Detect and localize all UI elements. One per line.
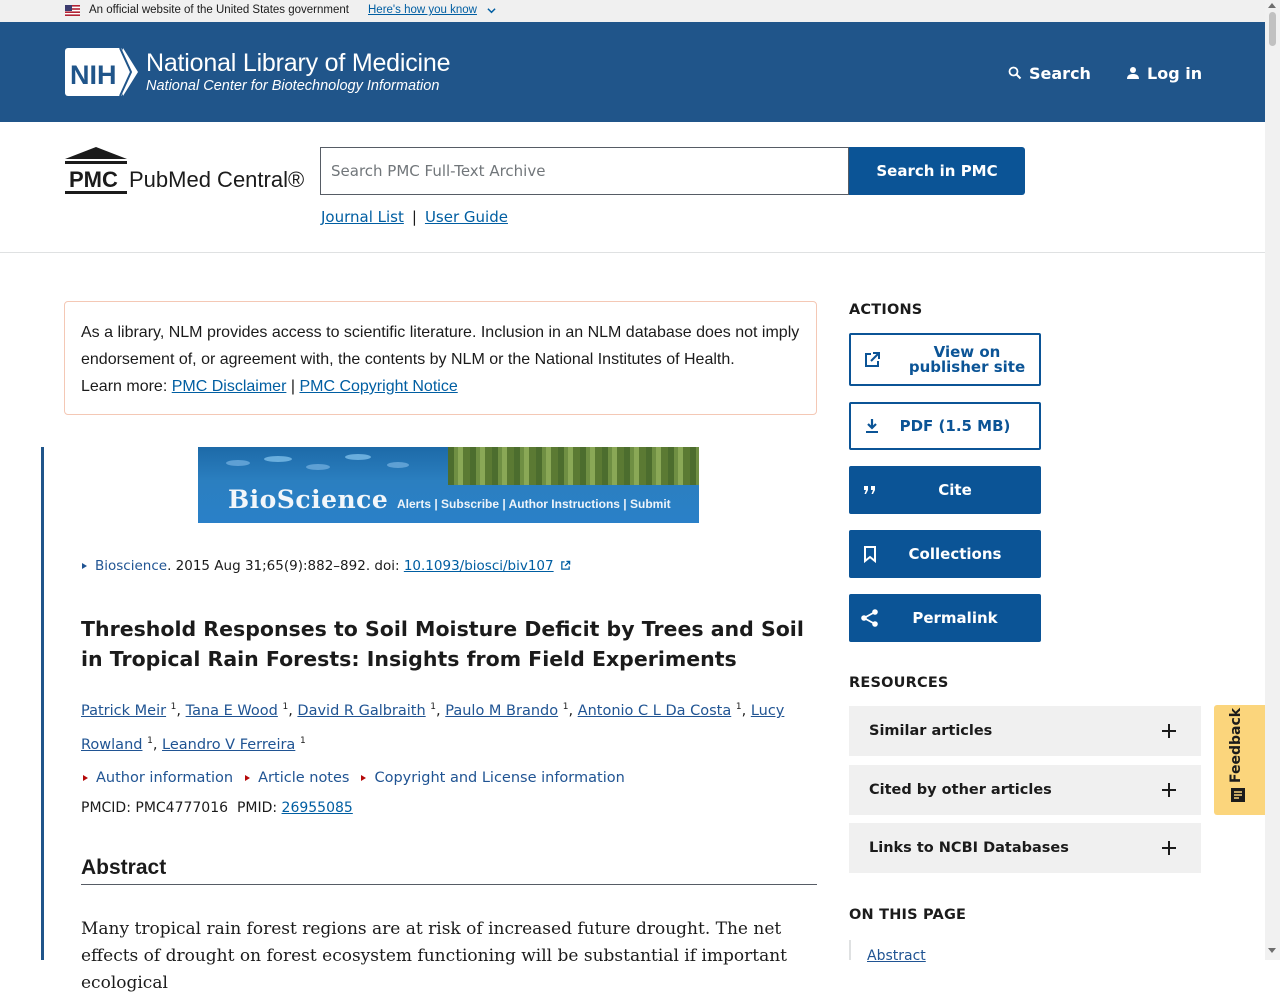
gov-banner xyxy=(0,0,1265,22)
search-in-pmc-button[interactable]: Search in PMC xyxy=(849,147,1025,195)
cited-by-accordion[interactable] xyxy=(849,765,1201,815)
nlm-title[interactable]: National Library of Medicine xyxy=(146,49,451,77)
abstract-heading: Abstract xyxy=(81,856,817,885)
bookmark-icon xyxy=(861,545,879,563)
article-left-border xyxy=(41,447,44,960)
author-affiliation[interactable]: 1 xyxy=(430,702,437,712)
page-scrollbar[interactable] xyxy=(1265,0,1280,960)
feedback-icon xyxy=(1230,787,1246,803)
pmc-logo-wordmark: PubMed Central® xyxy=(129,167,305,192)
pmc-sub-links xyxy=(321,208,508,226)
learn-more-label: Learn more: xyxy=(81,378,168,395)
pmid-label: PMID: xyxy=(236,800,278,816)
nih-logo-text: NIH xyxy=(70,60,117,90)
cited-by-label: Cited by other articles xyxy=(869,782,1052,798)
author-link[interactable]: Patrick Meir xyxy=(81,702,167,719)
ncbi-links-accordion[interactable] xyxy=(849,823,1201,873)
feedback-tab[interactable] xyxy=(1214,705,1265,815)
permalink-label: Permalink xyxy=(912,608,998,627)
resources-heading: RESOURCES xyxy=(849,675,949,691)
similar-articles-label: Similar articles xyxy=(869,723,993,739)
scroll-down-arrow-icon[interactable] xyxy=(1268,948,1276,953)
author-information-toggle[interactable]: Author information xyxy=(83,770,233,786)
author-link[interactable]: Lucy Rowland xyxy=(81,702,785,753)
cite-label: Cite xyxy=(938,480,972,499)
nlm-disclaimer xyxy=(64,301,817,415)
triangle-icon xyxy=(83,775,88,781)
collections-button[interactable] xyxy=(849,530,1041,578)
banner-fish-icon xyxy=(198,447,448,487)
plus-icon xyxy=(1161,723,1177,739)
similar-articles-accordion[interactable] xyxy=(849,706,1201,756)
actions-heading: ACTIONS xyxy=(849,302,923,318)
header-search-label: Search xyxy=(1029,63,1091,83)
author-affiliation[interactable]: 1 xyxy=(147,735,153,746)
triangle-icon xyxy=(361,775,366,781)
doi-link[interactable]: 10.1093/biosci/biv107 xyxy=(403,558,554,574)
permalink-button[interactable] xyxy=(849,594,1041,642)
gov-banner-text: An official website of the United States government xyxy=(89,4,349,16)
header-login-button[interactable] xyxy=(1126,62,1202,84)
view-on-publisher-label: View on publisher site xyxy=(908,342,1026,376)
author-affiliation[interactable]: 1 xyxy=(282,702,289,712)
scrollbar-thumb[interactable] xyxy=(1269,12,1276,46)
search-icon xyxy=(1008,66,1022,80)
pmc-logo[interactable] xyxy=(65,147,310,197)
banner-forest-image xyxy=(448,447,699,485)
collections-label: Collections xyxy=(908,544,1002,563)
on-this-page-abstract-link[interactable]: Abstract xyxy=(849,940,1049,960)
author-affiliation[interactable]: 1 xyxy=(735,702,742,712)
user-icon xyxy=(1126,66,1140,80)
journal-banner[interactable] xyxy=(198,447,699,523)
journal-list-link[interactable]: Journal List xyxy=(321,208,404,226)
pmc-copyright-link[interactable]: PMC Copyright Notice xyxy=(299,378,458,395)
pmc-search-input[interactable] xyxy=(320,147,849,195)
author-affiliation[interactable]: 1 xyxy=(170,702,177,712)
pmid-link[interactable]: 26955085 xyxy=(281,800,353,816)
ncbi-subtitle: National Center for Biotechnology Information xyxy=(146,78,440,94)
us-flag-icon xyxy=(65,5,80,16)
expand-triangle-icon[interactable] xyxy=(82,563,87,569)
pmc-logo-letters: PMC xyxy=(69,167,118,192)
pmc-search-area xyxy=(0,122,1265,253)
external-link-icon[interactable] xyxy=(560,560,571,571)
chevron-down-icon[interactable] xyxy=(487,6,496,15)
author-list: Patrick Meir $^1$, Tana E Wood $^1$, David R Galbraith $^1$, Paulo M Brando $^1$, Antonio C L Da Costa $^1$, Lucy Rowland $^1$, Leandro V Ferreira $^1$ xyxy=(81,702,785,753)
scroll-up-arrow-icon[interactable] xyxy=(1268,3,1276,8)
on-this-page-heading: ON THIS PAGE xyxy=(849,907,967,923)
nih-logo-icon[interactable] xyxy=(65,48,138,96)
link-separator: | xyxy=(411,208,417,226)
article-info-links xyxy=(83,770,625,786)
download-icon xyxy=(863,417,881,435)
ncbi-links-label: Links to NCBI Databases xyxy=(869,840,1069,856)
pdf-download-button[interactable] xyxy=(849,402,1041,450)
plus-icon xyxy=(1161,840,1177,856)
external-link-icon xyxy=(863,351,881,369)
share-icon xyxy=(861,609,879,627)
disclaimer-separator: | xyxy=(290,378,295,395)
author-link[interactable]: Paulo M Brando xyxy=(445,702,559,719)
feedback-label: Feedback xyxy=(1228,707,1244,783)
author-link[interactable]: David R Galbraith xyxy=(297,702,426,719)
plus-icon xyxy=(1161,782,1177,798)
user-guide-link[interactable]: User Guide xyxy=(424,208,508,226)
header-search-button[interactable] xyxy=(1008,62,1091,84)
author-link[interactable]: Antonio C L Da Costa xyxy=(577,702,732,719)
citation-line xyxy=(82,558,571,574)
pmc-disclaimer-link[interactable]: PMC Disclaimer xyxy=(171,378,287,395)
header-login-label: Log in xyxy=(1147,63,1203,83)
journal-name-link[interactable]: Bioscience xyxy=(95,558,168,574)
pdf-label: PDF (1.5 MB) xyxy=(899,416,1011,435)
author-affiliation[interactable]: 1 xyxy=(562,702,569,712)
abstract-text: Many tropical rain forest regions are at risk of increased future drought. The net effects of drought on forest ecosystem functioning will be substantial if important ecological xyxy=(81,919,787,993)
article-notes-toggle[interactable]: Article notes xyxy=(245,770,349,786)
heres-how-you-know-link[interactable]: Here's how you know xyxy=(368,4,477,16)
cite-button[interactable] xyxy=(849,466,1041,514)
nih-header xyxy=(0,22,1265,122)
author-link[interactable]: Tana E Wood xyxy=(185,702,278,719)
banner-nav[interactable]: Alerts | Subscribe | Author Instructions | Submit xyxy=(397,497,671,511)
article-ids xyxy=(81,800,353,816)
citation-details: . 2015 Aug 31;65(9):882–892. doi: xyxy=(167,558,404,574)
triangle-icon xyxy=(245,775,250,781)
copyright-license-toggle[interactable]: Copyright and License information xyxy=(361,770,624,786)
view-on-publisher-button[interactable] xyxy=(849,333,1041,386)
author-link[interactable]: Leandro V Ferreira xyxy=(162,736,296,753)
quote-icon xyxy=(861,481,879,499)
author-affiliation[interactable]: 1 xyxy=(299,735,306,746)
disclaimer-text: As a library, NLM provides access to scientific literature. Inclusion in an NLM database does not imply endorsement of, or agreement with, the contents by NLM or the National Institutes of Health. xyxy=(81,324,800,368)
article-title: Threshold Responses to Soil Moisture Deficit by Trees and Soil in Tropical Rain Forests: Insights from Field Experiments xyxy=(81,617,804,671)
banner-journal-name: BioScience xyxy=(228,485,389,514)
pmcid-label: PMCID: PMC4777016 xyxy=(81,800,229,816)
